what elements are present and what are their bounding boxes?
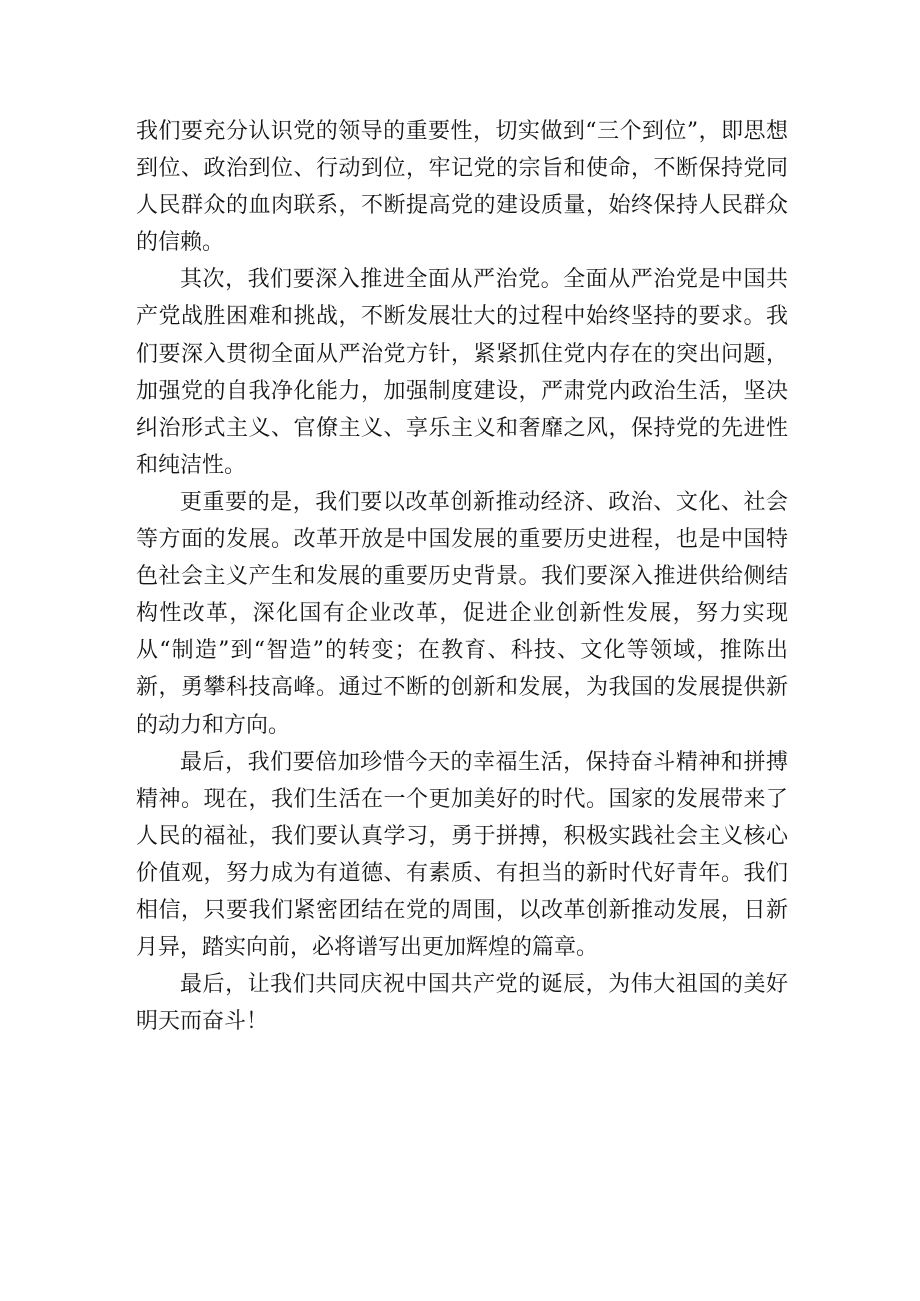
paragraph-cherish-life: 最后，我们要倍加珍惜今天的幸福生活，保持奋斗精神和拼搏精神。现在，我们生活在一个更加美好的时代。国家的发展带来了人民的福祉，我们要认真学习，勇于拼搏，积极实践社会主义核心价值观，努力成为有道德、有素质、有担当的新时代好青年。我们相信，只要我们紧密团结在党的周围，以改革创新推动发展，日新月异，踏实向前，必将谱写出更加辉煌的篇章。 (136, 749, 788, 961)
paragraph-reform-innovation: 更重要的是，我们要以改革创新推动经济、政治、文化、社会等方面的发展。改革开放是中国发展的重要历史进程，也是中国特色社会主义产生和发展的重要历史背景。我们要深入推进供给侧结构性改革，深化国有企业改革，促进企业创新性发展，努力实现从“制造”到“智造”的转变；在教育、科技、文化等领域，推陈出新，勇攀科技高峰。通过不断的创新和发展，为我国的发展提供新的动力和方向。 (136, 489, 788, 738)
paragraph-strict-governance: 其次，我们要深入推进全面从严治党。全面从严治党是中国共产党战胜困难和挑战，不断发展壮大的过程中始终坚持的要求。我们要深入贯彻全面从严治党方针，紧紧抓住党内存在的突出问题，加强党的自我净化能力，加强制度建设，严肃党内政治生活，坚决纠治形式主义、官僚主义、享乐主义和奢靡之风，保持党的先进性和纯洁性。 (136, 267, 788, 478)
paragraph-closing: 最后，让我们共同庆祝中国共产党的诞辰，为伟大祖国的美好明天而奋斗！ (136, 972, 788, 1035)
paragraph-continuation: 我们要充分认识党的领导的重要性，切实做到“三个到位”，即思想到位、政治到位、行动到位，牢记党的宗旨和使命，不断保持党同人民群众的血肉联系，不断提高党的建设质量，始终保持人民群众的信赖。 (136, 119, 788, 256)
document-body (136, 113, 788, 1040)
